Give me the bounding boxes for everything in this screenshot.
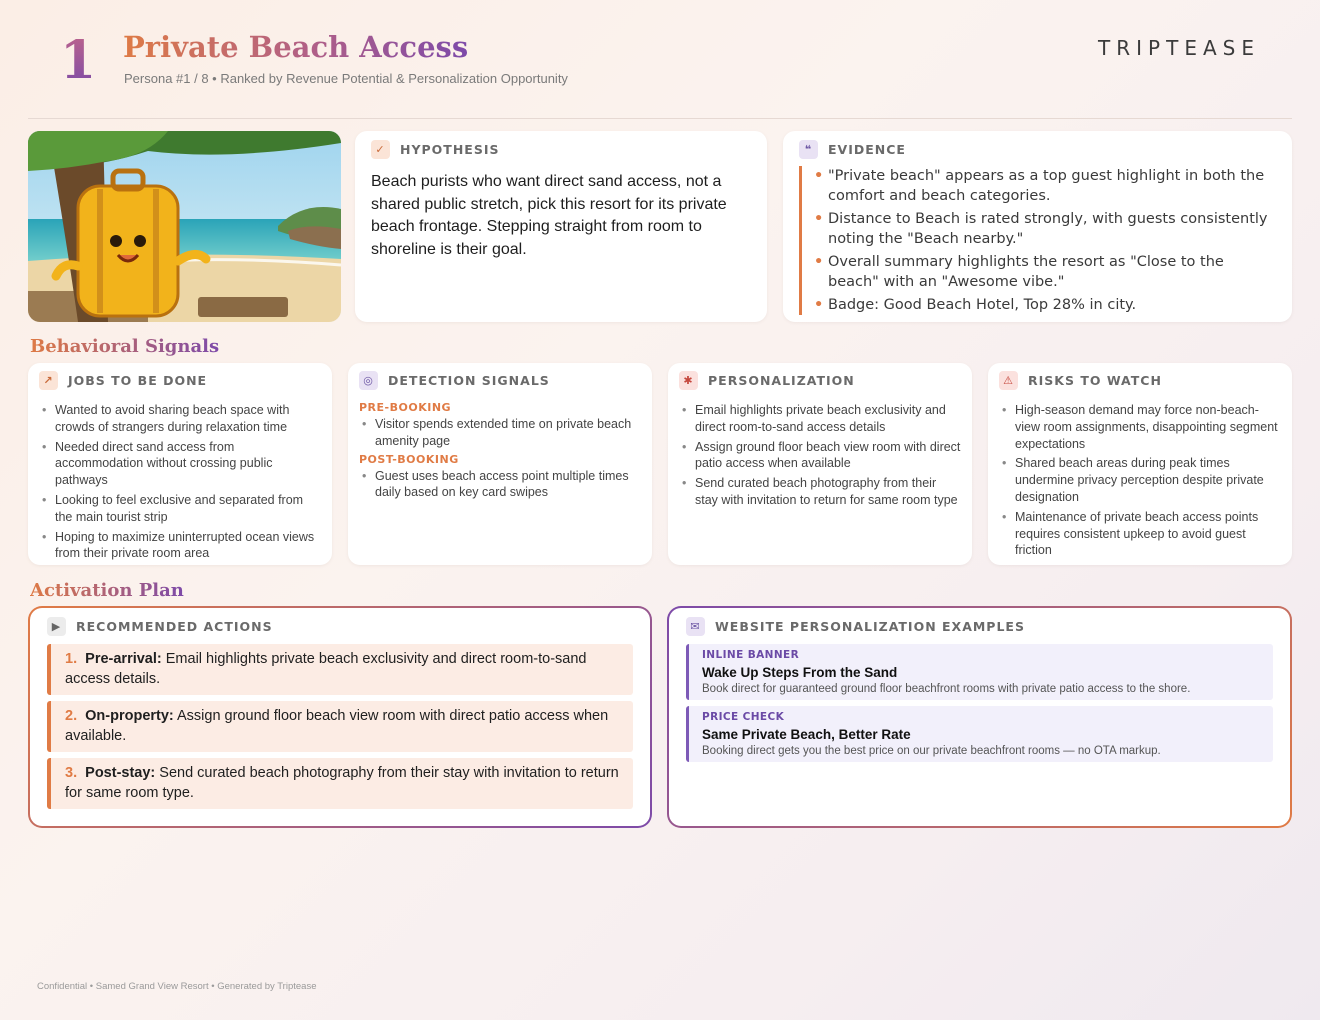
hypothesis-label: ✓ HYPOTHESIS [371, 140, 751, 159]
footer: Confidential • Samed Grand View Resort • Generated by Triptease [37, 981, 317, 992]
jobs-to-be-done-card [28, 363, 332, 565]
warning-icon: ⚠ [999, 371, 1018, 390]
list-item: • Email highlights private beach exclusivity and direct room-to-sand access details [679, 402, 961, 436]
list-item: • Needed direct sand access from accommodation without crossing public pathways [39, 439, 321, 489]
recommended-actions-card [28, 606, 652, 828]
example-tag: INLINE BANNER [702, 649, 800, 661]
brand-logo: TRIPTEASE [1098, 36, 1260, 60]
hero-illustration [28, 131, 341, 322]
list-item: • Send curated beach photography from their stay with invitation to return for same room type [679, 475, 961, 509]
actions-label: ▶ RECOMMENDED ACTIONS [47, 617, 633, 636]
play-icon: ▶ [47, 617, 66, 636]
page-subtitle: Persona #1 / 8 • Ranked by Revenue Potential & Personalization Opportunity [124, 71, 568, 86]
mail-icon: ✉ [686, 617, 705, 636]
jobs-label: ↗ JOBS TO BE DONE [39, 371, 321, 390]
page-title: Private Beach Access [123, 30, 469, 64]
pre-booking-label: PRE-BOOKING [359, 401, 452, 414]
list-item: • Looking to feel exclusive and separated from the main tourist strip [39, 492, 321, 526]
post-booking-label: POST-BOOKING [359, 452, 459, 466]
website-label: ✉ WEBSITE PERSONALIZATION EXAMPLES [686, 617, 1273, 636]
header-divider [28, 118, 1292, 119]
behavioral-signals-heading: Behavioral Signals [30, 336, 220, 357]
risks-list [999, 402, 1281, 559]
list-item: • High-season demand may force non-beach-view room assignments, disappointing segment expectations [999, 402, 1281, 452]
website-example [686, 706, 1273, 762]
evidence-list [799, 166, 1276, 315]
quote-icon: ❝ [799, 140, 818, 159]
website-personalization-card [667, 606, 1292, 828]
list-item: • Badge: Good Beach Hotel, Top 28% in city. [814, 295, 1276, 315]
sparkle-icon: ✱ [679, 371, 698, 390]
list-item: • Shared beach areas during peak times undermine privacy perception despite private designation [999, 455, 1281, 505]
list-item: • Assign ground floor beach view room with direct patio access when available [679, 439, 961, 473]
detection-label: ◎ DETECTION SIGNALS [359, 371, 641, 390]
risks-label: ⚠ RISKS TO WATCH [999, 371, 1281, 390]
target-icon: ◎ [359, 371, 378, 390]
action-item: 2. On-property: Assign ground floor beach view room with direct patio access when available. [47, 701, 633, 752]
action-item: 1. Pre-arrival: Email highlights private beach exclusivity and direct room-to-sand access details. [47, 644, 633, 695]
arrow-up-right-icon: ↗ [39, 371, 58, 390]
example-text: Booking direct gets you the best price on our private beachfront rooms — no OTA markup. [702, 745, 1161, 757]
personalization-list [679, 402, 961, 509]
list-item: • Overall summary highlights the resort as "Close to the beach" with an "Awesome vibe." [814, 252, 1276, 292]
list-item: • Hoping to maximize uninterrupted ocean views from their private room area [39, 529, 321, 563]
list-item: • "Private beach" appears as a top guest highlight in both the comfort and beach categories. [814, 166, 1276, 206]
detection-signals-card [348, 363, 652, 565]
hypothesis-card [355, 131, 767, 322]
website-example [686, 644, 1273, 700]
pre-booking-list [359, 416, 641, 450]
example-text: Book direct for guaranteed ground floor beachfront rooms with private patio access to the shore. [702, 683, 1191, 695]
example-headline: Wake Up Steps From the Sand [702, 665, 898, 680]
list-item: • Distance to Beach is rated strongly, with guests consistently noting the "Beach nearby." [814, 209, 1276, 249]
evidence-label: ❝ EVIDENCE [799, 140, 1276, 159]
list-item: • Guest uses beach access point multiple times daily based on key card swipes [359, 468, 641, 502]
list-item: • Visitor spends extended time on private beach amenity page [359, 416, 641, 450]
risks-card [988, 363, 1292, 565]
jobs-list [39, 402, 321, 562]
check-icon: ✓ [371, 140, 390, 159]
personalization-label: ✱ PERSONALIZATION [679, 371, 961, 390]
example-headline: Same Private Beach, Better Rate [702, 727, 911, 742]
action-item: 3. Post-stay: Send curated beach photography from their stay with invitation to return for same room type. [47, 758, 633, 809]
example-tag: PRICE CHECK [702, 711, 785, 723]
persona-number: 1 [60, 30, 97, 91]
evidence-card [783, 131, 1292, 322]
post-booking-list [359, 468, 641, 502]
hypothesis-text: Beach purists who want direct sand access, not a shared public stretch, pick this resort for its private beach frontage. Stepping straight from room to shoreline is their goal. [371, 173, 727, 258]
activation-plan-heading: Activation Plan [30, 580, 184, 601]
personalization-card [668, 363, 972, 565]
suitcase-beach-illustration [28, 131, 341, 322]
list-item: • Wanted to avoid sharing beach space with crowds of strangers during relaxation time [39, 402, 321, 436]
list-item: • Maintenance of private beach access points requires consistent upkeep to avoid guest friction [999, 509, 1281, 559]
